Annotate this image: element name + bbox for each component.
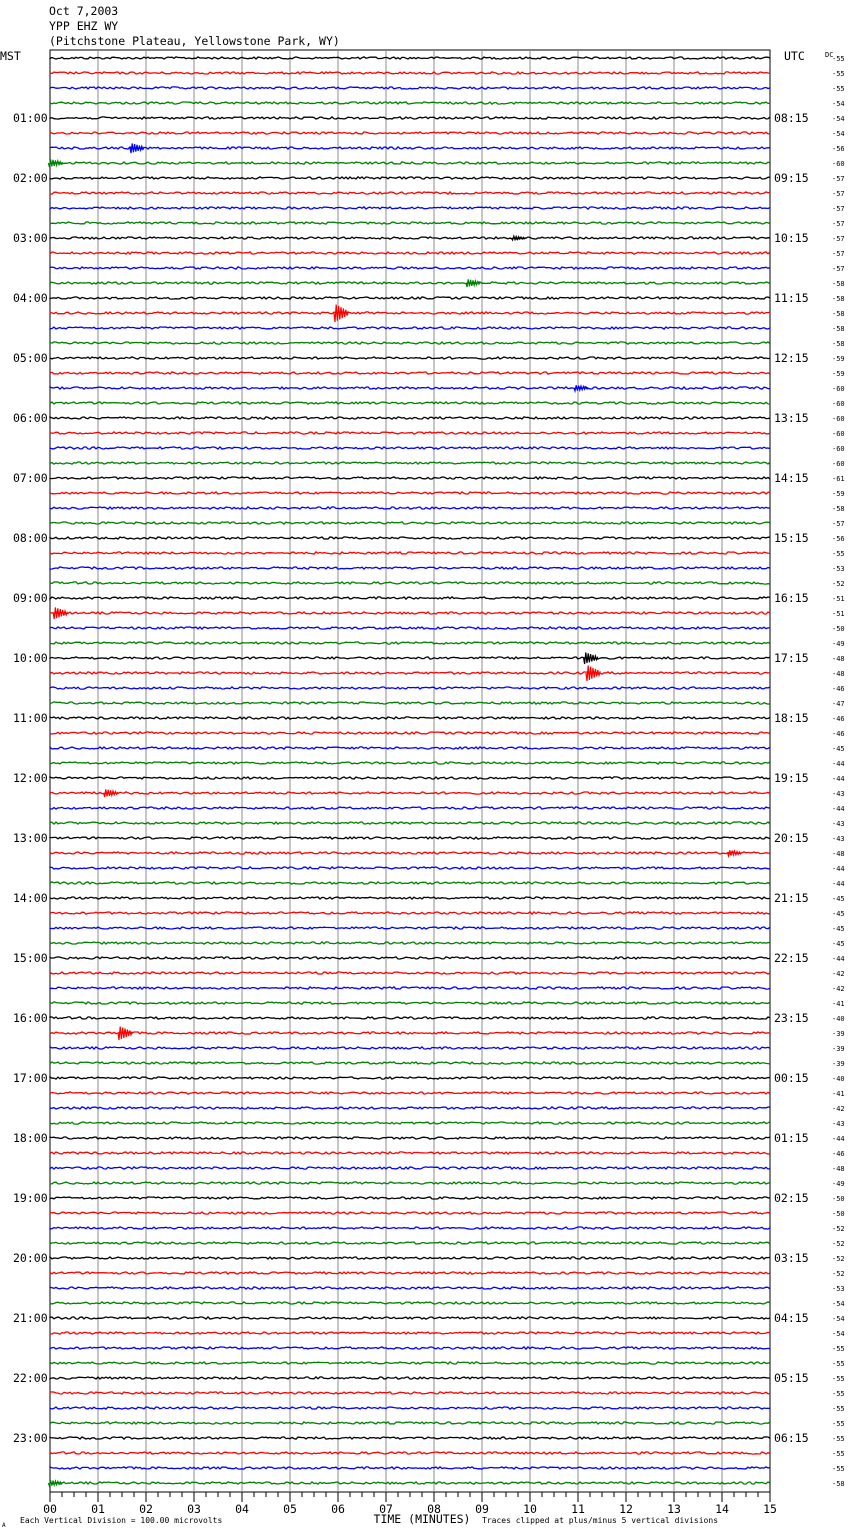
dc-offset-label: -60 <box>832 445 845 453</box>
seismic-trace <box>50 1137 770 1139</box>
seismic-trace <box>50 1377 770 1379</box>
mst-hour-label: 03:00 <box>13 231 48 245</box>
seismic-trace <box>50 1092 770 1094</box>
dc-offset-label: -45 <box>832 940 845 948</box>
dc-offset-label: -57 <box>832 250 845 258</box>
dc-offset-label: -44 <box>832 955 845 963</box>
seismic-event <box>130 143 144 153</box>
seismic-trace <box>50 612 770 614</box>
seismic-trace <box>50 507 770 509</box>
dc-offset-label: -40 <box>832 1075 845 1083</box>
seismic-trace <box>50 117 770 119</box>
dc-offset-label: -40 <box>832 1015 845 1023</box>
seismic-trace <box>50 207 770 209</box>
dc-offset-label: -55 <box>832 1375 845 1383</box>
x-tick-label: 07 <box>379 1502 393 1516</box>
mst-hour-label: 01:00 <box>13 111 48 125</box>
dc-offset-label: -42 <box>832 970 845 978</box>
seismic-trace <box>50 957 770 959</box>
dc-offset-label: -49 <box>832 1180 845 1188</box>
dc-offset-label: -57 <box>832 265 845 273</box>
utc-hour-label: 00:15 <box>774 1071 809 1085</box>
seismic-trace <box>50 1227 770 1229</box>
dc-offset-label: -44 <box>832 865 845 873</box>
dc-offset-label: -58 <box>832 505 845 513</box>
utc-hour-label: 20:15 <box>774 831 809 845</box>
dc-offset-label: -41 <box>832 1090 845 1098</box>
left-axis-label: MST <box>0 49 21 63</box>
record-date: Oct 7,2003 <box>49 4 119 18</box>
seismic-trace <box>50 1392 770 1394</box>
seismic-event <box>118 1027 132 1041</box>
plot-frame <box>50 50 770 1492</box>
seismic-trace <box>50 822 770 824</box>
mst-hour-label: 20:00 <box>13 1251 48 1265</box>
seismic-trace <box>50 492 770 494</box>
dc-offset-label: -43 <box>832 835 845 843</box>
seismic-trace <box>50 1197 770 1199</box>
mst-hour-label: 13:00 <box>13 831 48 845</box>
seismic-trace <box>50 1152 770 1154</box>
footer-scale-note: Each Vertical Division = 100.00 microvolts <box>20 1516 223 1525</box>
dc-offset-label: -55 <box>832 1405 845 1413</box>
seismic-event <box>466 279 480 287</box>
x-tick-label: 05 <box>283 1502 297 1516</box>
dc-offset-label: -60 <box>832 385 845 393</box>
seismic-trace <box>50 402 770 404</box>
dc-offset-label: -39 <box>832 1045 845 1053</box>
seismic-trace <box>50 237 770 239</box>
seismic-trace <box>50 882 770 884</box>
x-tick-label: 03 <box>187 1502 201 1516</box>
mst-hour-label: 15:00 <box>13 951 48 965</box>
dc-offset-label: -39 <box>832 1060 845 1068</box>
mst-hour-label: 16:00 <box>13 1011 48 1025</box>
seismic-trace <box>50 192 770 194</box>
seismic-trace <box>50 432 770 434</box>
seismic-trace <box>50 327 770 329</box>
footer-mark: A <box>2 1522 6 1529</box>
seismic-trace <box>50 477 770 479</box>
seismic-trace <box>50 1422 770 1424</box>
dc-offset-label: -58 <box>832 325 845 333</box>
dc-offset-label: -55 <box>832 70 845 78</box>
seismic-trace <box>50 1242 770 1244</box>
x-tick-label: 09 <box>475 1502 489 1516</box>
dc-offset-label: -56 <box>832 145 845 153</box>
seismic-trace <box>50 672 770 674</box>
seismic-trace <box>50 1122 770 1124</box>
seismic-trace <box>50 732 770 734</box>
mst-hour-label: 12:00 <box>13 771 48 785</box>
seismic-event <box>334 305 348 322</box>
seismic-trace <box>50 87 770 89</box>
seismic-trace <box>50 867 770 869</box>
dc-offset-label: -54 <box>832 1315 845 1323</box>
seismic-trace <box>50 642 770 644</box>
seismic-trace <box>50 1332 770 1334</box>
seismic-trace <box>50 792 770 794</box>
seismic-trace <box>50 852 770 854</box>
dc-offset-label: -58 <box>832 340 845 348</box>
seismic-trace <box>50 162 770 164</box>
seismic-trace <box>50 1182 770 1184</box>
dc-offset-label: -61 <box>832 475 845 483</box>
utc-hour-label: 16:15 <box>774 591 809 605</box>
dc-offset-label: -53 <box>832 1285 845 1293</box>
dc-offset-label: -44 <box>832 1135 845 1143</box>
seismic-trace <box>50 1467 770 1469</box>
dc-offset-label: -47 <box>832 700 845 708</box>
dc-offset-label: -39 <box>832 1030 845 1038</box>
dc-offset-label: -53 <box>832 565 845 573</box>
seismic-trace <box>50 1047 770 1049</box>
seismic-trace <box>50 417 770 419</box>
seismic-trace <box>50 627 770 629</box>
mst-hour-label: 08:00 <box>13 531 48 545</box>
seismic-trace <box>50 72 770 74</box>
seismic-trace <box>50 1107 770 1109</box>
seismic-trace <box>50 282 770 284</box>
utc-hour-label: 03:15 <box>774 1251 809 1265</box>
dc-offset-label: -55 <box>832 1465 845 1473</box>
dc-offset-label: -58 <box>832 1480 845 1488</box>
seismic-trace <box>50 102 770 104</box>
dc-offset-label: -45 <box>832 745 845 753</box>
utc-hour-label: 15:15 <box>774 531 809 545</box>
dc-offset-label: -55 <box>832 1420 845 1428</box>
seismic-trace <box>50 252 770 254</box>
seismic-trace <box>50 1317 770 1319</box>
dc-offset-label: -52 <box>832 580 845 588</box>
x-tick-label: 08 <box>427 1502 441 1516</box>
seismic-trace <box>50 1062 770 1064</box>
seismic-trace <box>50 582 770 584</box>
seismic-trace <box>50 1167 770 1169</box>
seismic-trace <box>50 447 770 449</box>
seismic-trace <box>50 1437 770 1439</box>
station-location: (Pitchstone Plateau, Yellowstone Park, WY) <box>49 34 340 48</box>
seismic-trace <box>50 1032 770 1034</box>
dc-offset-label: -54 <box>832 1330 845 1338</box>
seismic-trace <box>50 222 770 224</box>
dc-offset-label: -58 <box>832 280 845 288</box>
dc-offset-label: -54 <box>832 1300 845 1308</box>
dc-offset-label: -41 <box>832 1000 845 1008</box>
seismic-trace <box>50 372 770 374</box>
seismic-trace <box>50 297 770 299</box>
station-code: YPP EHZ WY <box>49 19 119 33</box>
utc-hour-label: 14:15 <box>774 471 809 485</box>
dc-offset-label: -50 <box>832 625 845 633</box>
dc-offset-label: -55 <box>832 85 845 93</box>
seismic-trace <box>50 267 770 269</box>
dc-offset-label: -49 <box>832 640 845 648</box>
seismic-trace <box>50 597 770 599</box>
dc-offset-label: -55 <box>832 1360 845 1368</box>
seismic-trace <box>50 1482 770 1484</box>
seismic-trace <box>50 927 770 929</box>
utc-hour-label: 08:15 <box>774 111 809 125</box>
seismic-trace <box>50 567 770 569</box>
seismic-trace <box>50 312 770 314</box>
seismic-trace <box>50 687 770 689</box>
seismic-event <box>574 385 588 391</box>
utc-hour-label: 11:15 <box>774 291 809 305</box>
dc-offset-label: -42 <box>832 985 845 993</box>
seismic-trace <box>50 1257 770 1259</box>
dc-offset-label: -60 <box>832 415 845 423</box>
seismic-trace <box>50 132 770 134</box>
seismic-trace <box>50 342 770 344</box>
dc-offset-label: -58 <box>832 310 845 318</box>
seismic-trace <box>50 1077 770 1079</box>
seismic-trace <box>50 1212 770 1214</box>
seismic-trace <box>50 552 770 554</box>
seismic-trace <box>50 462 770 464</box>
mst-hour-label: 11:00 <box>13 711 48 725</box>
seismic-trace <box>50 717 770 719</box>
utc-hour-label: 18:15 <box>774 711 809 725</box>
dc-offset-label: -51 <box>832 595 845 603</box>
x-tick-label: 10 <box>523 1502 537 1516</box>
seismic-trace <box>50 522 770 524</box>
seismic-trace <box>50 177 770 179</box>
dc-offset-label: -44 <box>832 805 845 813</box>
mst-hour-label: 05:00 <box>13 351 48 365</box>
dc-offset-label: -60 <box>832 400 845 408</box>
seismic-trace <box>50 942 770 944</box>
dc-offset-label: -52 <box>832 1225 845 1233</box>
dc-offset-label: -59 <box>832 355 845 363</box>
dc-offset-label: -57 <box>832 205 845 213</box>
seismic-trace <box>50 1017 770 1019</box>
utc-hour-label: 19:15 <box>774 771 809 785</box>
dc-offset-label: -52 <box>832 1240 845 1248</box>
seismic-trace <box>50 762 770 764</box>
seismic-trace <box>50 537 770 539</box>
dc-offset-label: -48 <box>832 850 845 858</box>
mst-hour-label: 19:00 <box>13 1191 48 1205</box>
dc-offset-label: -46 <box>832 730 845 738</box>
seismic-event <box>586 666 600 681</box>
right-axis-label: UTC <box>784 49 805 63</box>
x-tick-label: 01 <box>91 1502 105 1516</box>
dc-offset-label: -56 <box>832 535 845 543</box>
seismic-trace <box>50 657 770 659</box>
seismic-trace <box>50 1272 770 1274</box>
dc-offset-label: -60 <box>832 160 845 168</box>
dc-offset-label: -59 <box>832 370 845 378</box>
seismic-trace <box>50 702 770 704</box>
dc-offset-label: -46 <box>832 685 845 693</box>
seismic-trace <box>50 807 770 809</box>
seismic-trace <box>50 1287 770 1289</box>
utc-hour-label: 02:15 <box>774 1191 809 1205</box>
dc-offset-label: -55 <box>832 1390 845 1398</box>
dc-offset-label: -57 <box>832 520 845 528</box>
utc-hour-label: 17:15 <box>774 651 809 665</box>
dc-offset-label: -57 <box>832 190 845 198</box>
seismic-trace <box>50 1407 770 1409</box>
x-tick-label: 12 <box>619 1502 633 1516</box>
mst-hour-label: 09:00 <box>13 591 48 605</box>
dc-offset-label: -44 <box>832 880 845 888</box>
dc-offset-label: -54 <box>832 100 845 108</box>
dc-offset-label: -50 <box>832 1210 845 1218</box>
dc-offset-label: -55 <box>832 1450 845 1458</box>
seismic-trace <box>50 387 770 389</box>
seismic-trace <box>50 747 770 749</box>
seismic-event <box>48 1480 62 1486</box>
mst-hour-label: 18:00 <box>13 1131 48 1145</box>
utc-hour-label: 13:15 <box>774 411 809 425</box>
seismic-trace <box>50 897 770 899</box>
mst-hour-label: 02:00 <box>13 171 48 185</box>
seismic-trace <box>50 912 770 914</box>
x-axis-label: TIME (MINUTES) <box>373 1512 471 1526</box>
mst-hour-label: 23:00 <box>13 1431 48 1445</box>
x-tick-label: 00 <box>43 1502 57 1516</box>
dc-offset-label: -48 <box>832 1165 845 1173</box>
dc-offset-label: -50 <box>832 1195 845 1203</box>
dc-offset-label: -52 <box>832 1255 845 1263</box>
utc-hour-label: 23:15 <box>774 1011 809 1025</box>
seismic-event <box>728 850 742 856</box>
dc-offset-label: -43 <box>832 790 845 798</box>
dc-offset-label: -54 <box>832 130 845 138</box>
mst-hour-label: 10:00 <box>13 651 48 665</box>
dc-offset-label: -55 <box>832 55 845 63</box>
seismic-trace <box>50 1347 770 1349</box>
dc-offset-label: -48 <box>832 655 845 663</box>
mst-hour-label: 07:00 <box>13 471 48 485</box>
dc-offset-label: -43 <box>832 820 845 828</box>
utc-hour-label: 09:15 <box>774 171 809 185</box>
x-tick-label: 13 <box>667 1502 681 1516</box>
x-tick-label: 02 <box>139 1502 153 1516</box>
seismic-trace <box>50 1302 770 1304</box>
seismic-trace <box>50 1002 770 1004</box>
seismic-event <box>512 236 526 240</box>
dc-offset-label: -44 <box>832 775 845 783</box>
utc-hour-label: 06:15 <box>774 1431 809 1445</box>
utc-hour-label: 01:15 <box>774 1131 809 1145</box>
x-tick-label: 15 <box>763 1502 777 1516</box>
mst-hour-label: 17:00 <box>13 1071 48 1085</box>
dc-offset-label: -60 <box>832 430 845 438</box>
utc-hour-label: 10:15 <box>774 231 809 245</box>
dc-label: DC <box>825 51 834 59</box>
x-tick-label: 06 <box>331 1502 345 1516</box>
dc-offset-label: -54 <box>832 115 845 123</box>
dc-offset-label: -46 <box>832 715 845 723</box>
dc-offset-label: -55 <box>832 1435 845 1443</box>
x-tick-label: 14 <box>715 1502 729 1516</box>
footer-clip-note: Traces clipped at plus/minus 5 vertical divisions <box>482 1516 719 1525</box>
seismic-trace <box>50 972 770 974</box>
dc-offset-label: -57 <box>832 175 845 183</box>
dc-offset-label: -57 <box>832 220 845 228</box>
dc-offset-label: -58 <box>832 295 845 303</box>
dc-offset-label: -55 <box>832 550 845 558</box>
seismic-trace <box>50 57 770 59</box>
seismic-trace <box>50 357 770 359</box>
dc-offset-label: -42 <box>832 1105 845 1113</box>
utc-hour-label: 05:15 <box>774 1371 809 1385</box>
seismic-trace <box>50 777 770 779</box>
x-tick-label: 04 <box>235 1502 249 1516</box>
seismic-event <box>104 789 118 797</box>
dc-offset-label: -45 <box>832 925 845 933</box>
seismic-trace <box>50 837 770 839</box>
mst-hour-label: 22:00 <box>13 1371 48 1385</box>
mst-hour-label: 14:00 <box>13 891 48 905</box>
dc-offset-label: -55 <box>832 1345 845 1353</box>
seismic-trace <box>50 147 770 149</box>
seismic-event <box>584 652 598 664</box>
dc-offset-label: -60 <box>832 460 845 468</box>
dc-offset-label: -48 <box>832 670 845 678</box>
utc-hour-label: 04:15 <box>774 1311 809 1325</box>
utc-hour-label: 12:15 <box>774 351 809 365</box>
dc-offset-label: -52 <box>832 1270 845 1278</box>
dc-offset-label: -43 <box>832 1120 845 1128</box>
dc-offset-label: -57 <box>832 235 845 243</box>
dc-offset-label: -45 <box>832 910 845 918</box>
dc-offset-label: -45 <box>832 895 845 903</box>
seismic-event <box>53 607 67 619</box>
seismic-trace <box>50 1362 770 1364</box>
utc-hour-label: 21:15 <box>774 891 809 905</box>
seismic-trace <box>50 987 770 989</box>
dc-offset-label: -51 <box>832 610 845 618</box>
x-tick-label: 11 <box>571 1502 585 1516</box>
dc-offset-label: -44 <box>832 760 845 768</box>
mst-hour-label: 04:00 <box>13 291 48 305</box>
utc-hour-label: 22:15 <box>774 951 809 965</box>
seismic-event <box>48 159 62 167</box>
mst-hour-label: 06:00 <box>13 411 48 425</box>
seismic-trace <box>50 1452 770 1454</box>
mst-hour-label: 21:00 <box>13 1311 48 1325</box>
dc-offset-label: -59 <box>832 490 845 498</box>
dc-offset-label: -46 <box>832 1150 845 1158</box>
